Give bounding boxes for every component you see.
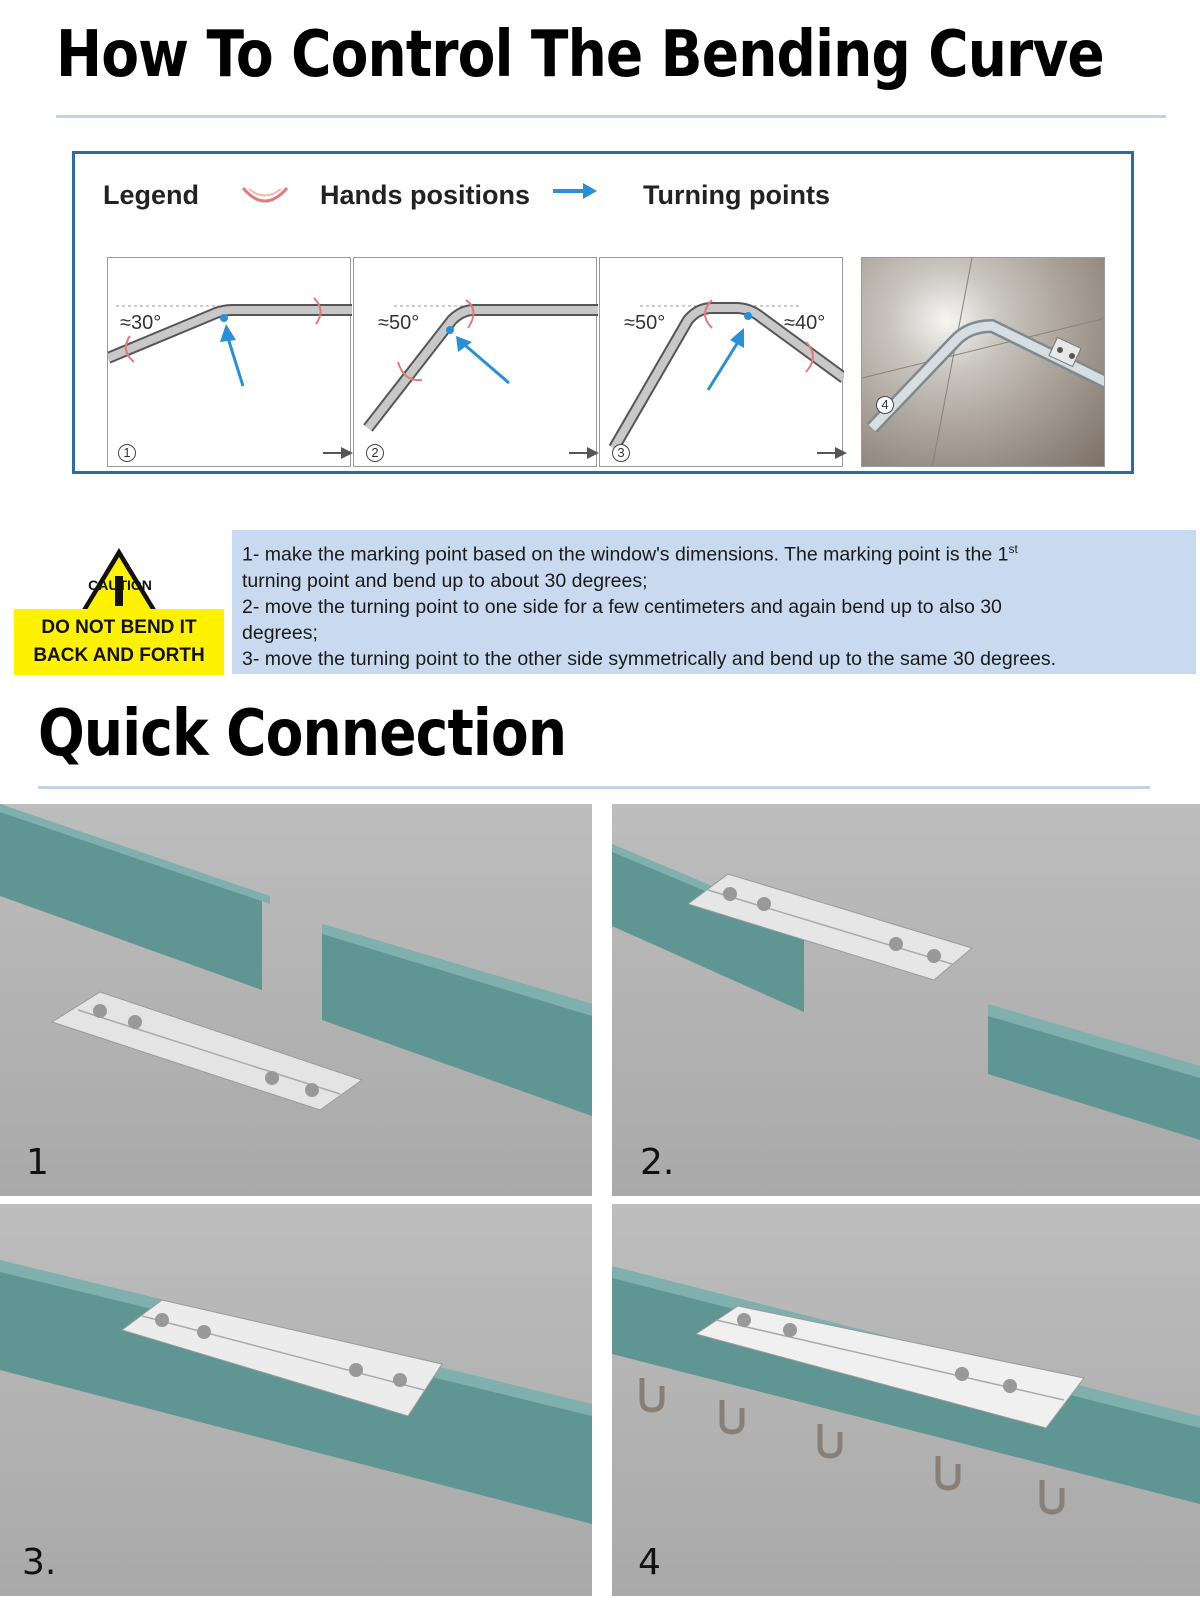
bend-result-photo (861, 257, 1105, 467)
photo-step-number: 1 (26, 1142, 49, 1183)
caution-warning (14, 609, 224, 675)
section-divider (38, 786, 1150, 789)
caution-warning-line-1: DO NOT BEND IT (41, 617, 197, 638)
bend-angle-label: ≈50° (624, 312, 666, 334)
connection-photo-3 (0, 1204, 592, 1596)
step-number: 4 (876, 396, 894, 414)
photo-step-number: 3. (22, 1542, 57, 1583)
turning-points-label: Turning points (643, 180, 830, 210)
photo-step-number: 4 (638, 1542, 661, 1583)
caution-warning-line-2: BACK AND FORTH (33, 645, 205, 666)
hands-positions-label: Hands positions (320, 180, 531, 210)
instruction-step-2-cont: degrees; (242, 621, 318, 644)
next-step-arrow-icon (817, 446, 847, 460)
bend-angle-label: ≈50° (378, 312, 420, 334)
step-number: 1 (118, 444, 136, 462)
bend-angle-label: ≈30° (120, 312, 162, 334)
legend-label: Legend (103, 180, 200, 210)
section-title: Quick Connection (38, 697, 567, 771)
turning-point-arrow-icon (551, 181, 599, 201)
hands-position-icon (237, 180, 293, 210)
connection-photo-2 (612, 804, 1200, 1196)
bend-step-panel-3 (599, 257, 843, 467)
photo-step-number: 2. (640, 1142, 675, 1183)
connection-photo-4 (612, 1204, 1200, 1596)
connection-photo-1 (0, 804, 592, 1196)
bend-step-panel-1 (107, 257, 351, 467)
instruction-step-2: 2- move the turning point to one side for a few centimeters and again bend up to also 30 (242, 595, 1002, 618)
next-step-arrow-icon (569, 446, 599, 460)
bend-step-panel-2 (353, 257, 597, 467)
page-title: How To Control The Bending Curve (56, 18, 1104, 92)
title-divider (56, 115, 1166, 118)
caution-sign-text: CAUTION (88, 577, 152, 593)
instruction-step-1-cont: turning point and bend up to about 30 degrees; (242, 569, 648, 592)
instruction-step-1: 1- make the marking point based on the window's dimensions. The marking point is the 1st (242, 542, 1018, 566)
instruction-step-3: 3- move the turning point to the other side symmetrically and bend up to the same 30 degrees. (242, 647, 1057, 670)
legend-box (72, 151, 1134, 474)
next-step-arrow-icon (323, 446, 353, 460)
bend-angle-label: ≈40° (784, 312, 826, 334)
step-number: 3 (612, 444, 630, 462)
bending-instructions (232, 530, 1196, 674)
step-number: 2 (366, 444, 384, 462)
